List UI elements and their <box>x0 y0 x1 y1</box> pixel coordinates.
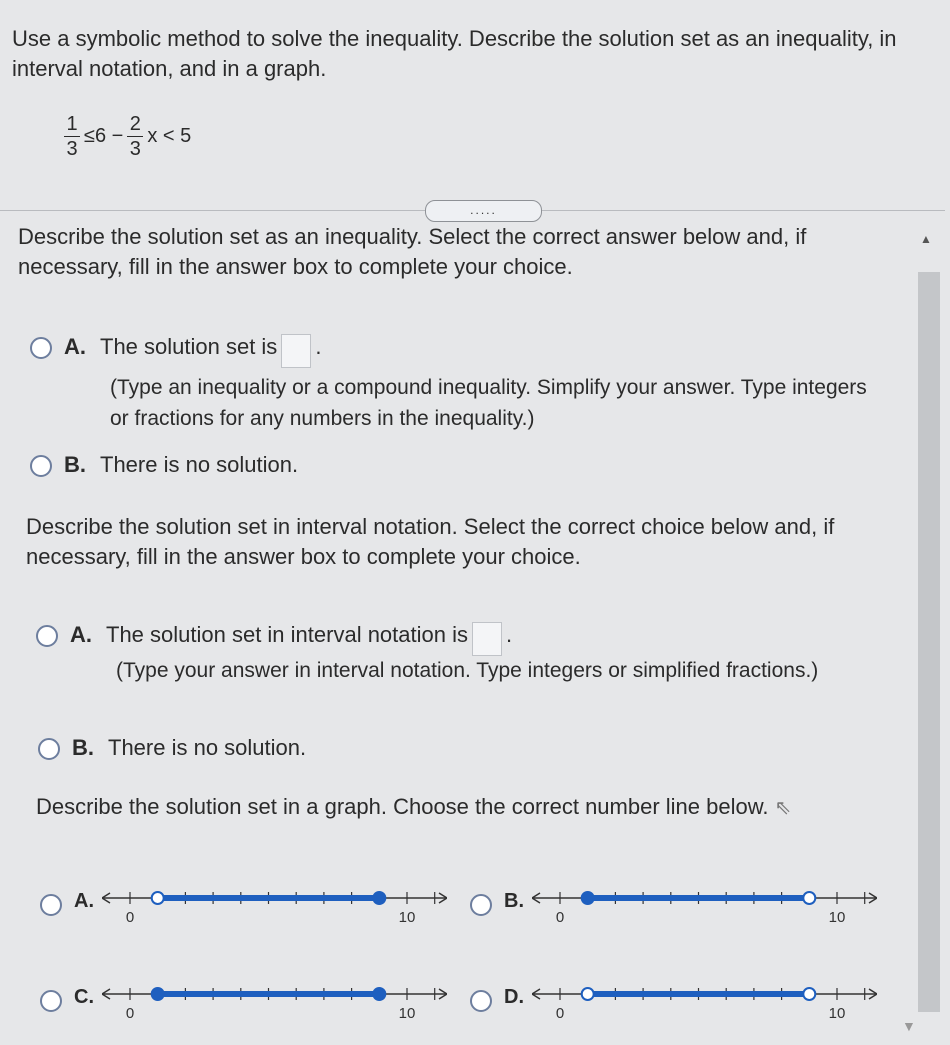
q3-instruction-text: Describe the solution set in a graph. Choose the correct number line below. <box>36 794 769 819</box>
radio-button[interactable] <box>40 990 62 1012</box>
option-letter: B. <box>504 890 524 912</box>
graph-option-d[interactable] <box>470 976 877 1026</box>
scroll-up-icon[interactable]: ▲ <box>920 232 932 246</box>
radio-button[interactable] <box>40 894 62 916</box>
tick-label-0: 0 <box>555 909 565 926</box>
option-letter: B. <box>64 452 86 477</box>
option-letter: D. <box>504 986 524 1008</box>
option-text: There is no solution. <box>100 452 299 477</box>
given-inequality <box>62 112 193 161</box>
tick-label-10: 10 <box>828 909 846 926</box>
number-line <box>102 976 447 1026</box>
left-endpoint-closed <box>582 892 594 904</box>
tick-label-10: 10 <box>398 909 416 926</box>
q3-instruction <box>36 792 896 823</box>
scrollbar[interactable] <box>918 272 940 1012</box>
expand-button[interactable]: ..... <box>425 200 542 222</box>
option-letter: A. <box>74 890 94 912</box>
period: . <box>315 334 322 359</box>
tick-label-0: 0 <box>125 1005 135 1022</box>
right-endpoint-open <box>803 892 815 904</box>
number-line <box>532 880 877 930</box>
graph-option-c[interactable] <box>40 976 447 1026</box>
graph-option-a[interactable] <box>40 880 447 930</box>
mouse-pointer-icon: ⇖ <box>774 797 792 819</box>
question-prompt: Use a symbolic method to solve the inequality. Describe the solution set as an inequality, in interval notation, and in a graph. <box>12 26 897 81</box>
tick-label-0: 0 <box>555 1005 565 1022</box>
period: . <box>505 622 513 647</box>
fraction-two-thirds <box>127 112 143 161</box>
tick-label-0: 0 <box>125 909 135 926</box>
left-endpoint-open <box>152 892 164 904</box>
q1-hint: (Type an inequality or a compound inequality. Simplify your answer. Type integers or fractions for any numbers in the inequality.) <box>110 376 867 430</box>
radio-button[interactable] <box>470 990 492 1012</box>
q2-option-a[interactable] <box>36 622 512 656</box>
option-text: There is no solution. <box>108 735 307 760</box>
radio-button[interactable] <box>36 625 58 647</box>
right-endpoint-closed <box>373 988 385 1000</box>
fraction-one-third <box>64 112 80 161</box>
left-endpoint-closed <box>152 988 164 1000</box>
q1-option-b[interactable] <box>30 452 298 478</box>
answer-box[interactable] <box>472 622 502 656</box>
fraction-numerator: 2 <box>129 113 141 135</box>
q2-instruction: Describe the solution set in interval notation. Select the correct choice below and, if necessary, fill in the answer box to complete your choice. <box>26 514 835 569</box>
option-text: The solution set is <box>100 334 278 359</box>
radio-button[interactable] <box>30 455 52 477</box>
radio-button[interactable] <box>470 894 492 916</box>
inequality-right: x < 5 <box>147 125 192 147</box>
radio-button[interactable] <box>38 738 60 760</box>
fraction-denominator: 3 <box>129 138 141 160</box>
tick-label-10: 10 <box>828 1005 846 1022</box>
number-line <box>102 880 447 930</box>
option-letter: A. <box>70 622 92 647</box>
q1-instruction: Describe the solution set as an inequality. Select the correct answer below and, if necessary, fill in the answer box to complete your choice. <box>18 224 807 279</box>
right-endpoint-closed <box>373 892 385 904</box>
q2-hint: (Type your answer in interval notation. Type integers or simplified fractions.) <box>116 659 819 682</box>
inequality-middle: ≤6 − <box>84 125 124 147</box>
graph-option-b[interactable] <box>470 880 877 930</box>
option-letter: A. <box>64 334 86 359</box>
option-text: The solution set in interval notation is <box>106 622 468 647</box>
option-letter: B. <box>72 735 94 760</box>
q2-option-b[interactable] <box>38 735 306 761</box>
left-endpoint-open <box>582 988 594 1000</box>
scroll-down-icon[interactable]: ▼ <box>902 1018 916 1034</box>
tick-label-10: 10 <box>398 1005 416 1022</box>
fraction-numerator: 1 <box>66 113 78 135</box>
number-line <box>532 976 877 1026</box>
right-endpoint-open <box>803 988 815 1000</box>
q1-option-a[interactable] <box>30 334 321 368</box>
radio-button[interactable] <box>30 337 52 359</box>
fraction-denominator: 3 <box>66 138 78 160</box>
answer-box[interactable] <box>281 334 311 368</box>
option-letter: C. <box>74 986 94 1008</box>
